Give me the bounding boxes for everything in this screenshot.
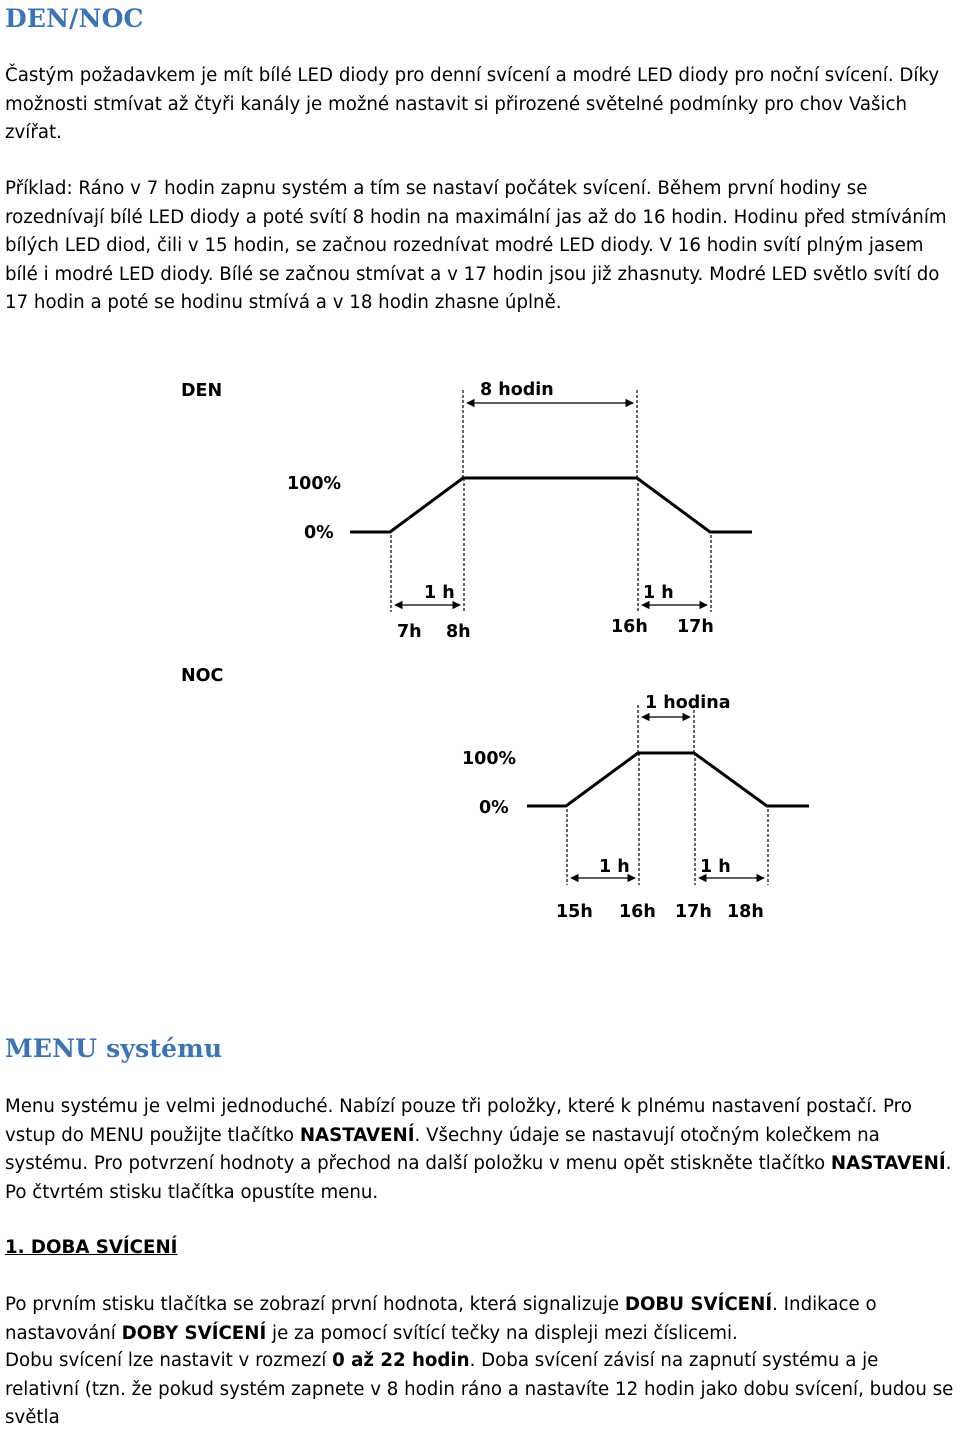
night-tick-18h: 18h [727, 902, 764, 922]
night-ramp-up-label: 1 h [599, 857, 630, 877]
menu-bold-nastaveni-1: NASTAVENÍ [299, 1124, 415, 1146]
night-span-label: 1 hodina [645, 693, 731, 713]
section-title-menu: MENU systému [5, 1034, 223, 1063]
night-tick-17h: 17h [675, 902, 712, 922]
night-ramp-down-label: 1 h [700, 857, 731, 877]
day-label: DEN [181, 381, 223, 401]
range-bold-1: 0 až 22 hodin [332, 1350, 470, 1371]
doba-text-2: . Indikace o nastavování [5, 1294, 877, 1344]
intro-paragraph: Častým požadavkem je mít bílé LED diody pro denní svícení a modré LED diody pro noční svícení. Díky možnosti stmívat až čtyři kanály je možné nastavit si přirozené světelné podmínky pro chov Vašich zvířat. [5, 65, 940, 143]
doba-text-1: Po prvním stisku tlačítka se zobrazí první hodnota, která signalizuje [5, 1294, 625, 1315]
doba-text-3: je za pomocí svítící tečky na displeji mezi číslicemi. [266, 1322, 738, 1344]
day-level-high: 100% [287, 474, 342, 494]
day-level-low: 0% [304, 523, 334, 543]
menu-text-3: . Po čtvrtém stisku tlačítka opustíte menu. [5, 1153, 952, 1203]
range-paragraph [5, 1347, 957, 1433]
range-text-2: . Doba svícení závisí na zapnutí systému a je relativní (tzn. že pokud systém zapnete v 8 hodin ráno a nastavíte 12 hodin jako dobu svícení, budou se světla [5, 1350, 954, 1428]
night-tick-16h: 16h [619, 902, 656, 922]
doba-bold-2: DOBY SVÍCENÍ [121, 1322, 267, 1344]
day-ramp-up-label: 1 h [424, 583, 455, 603]
day-span-label: 8 hodin [480, 380, 554, 400]
doba-paragraph [5, 1291, 957, 1348]
menu-text-2: . Všechny údaje se nastavují otočným kolečkem na systému. Pro potvrzení hodnoty a přechod na další položku v menu opět stiskněte tlačítko [5, 1124, 880, 1174]
day-ramp-down-label: 1 h [643, 583, 674, 603]
example-paragraph: Příklad: Ráno v 7 hodin zapnu systém a tím se nastaví počátek svícení. Během první hodiny se rozednívají bílé LED diody a poté svítí 8 hodin na maximální jas až do 16 hodin. Hodinu před stmíváním bílých LED diod, čili v 15 hodin, se začnou rozednívat modré LED diody. V 16 hodin svítí plným jasem bílé i modré LED diody. Bílé se začnou stmívat a v 17 hodin jsou již zhasnuty. Modré LED světlo svítí do 17 hodin a poté se hodinu stmívá a v 18 hodin zhasne úplně. [5, 178, 947, 313]
night-level-high: 100% [462, 749, 517, 769]
night-label: NOC [181, 666, 224, 686]
menu-paragraph [5, 1093, 957, 1207]
night-level-low: 0% [479, 798, 509, 818]
night-light-curve [527, 753, 809, 806]
day-light-curve [350, 478, 752, 532]
menu-text-1: Menu systému je velmi jednoduché. Nabízí pouze tři položky, které k plnému nastavení postačí. Pro vstup do MENU použijte tlačítko [5, 1096, 912, 1146]
day-tick-8h: 8h [446, 622, 471, 642]
menu-bold-nastaveni-2: NASTAVENÍ [830, 1153, 946, 1174]
section-title-den-noc: DEN/NOC [5, 4, 144, 33]
day-tick-16h: 16h [611, 617, 648, 637]
day-tick-7h: 7h [397, 622, 422, 642]
range-text-1: Dobu svícení lze nastavit v rozmezí [5, 1350, 333, 1371]
day-tick-17h: 17h [677, 617, 714, 637]
subheading-doba-sviceni: 1. DOBA SVÍCENÍ [5, 1237, 178, 1258]
doba-bold-1: DOBU SVÍCENÍ [624, 1294, 773, 1315]
night-tick-15h: 15h [556, 902, 593, 922]
